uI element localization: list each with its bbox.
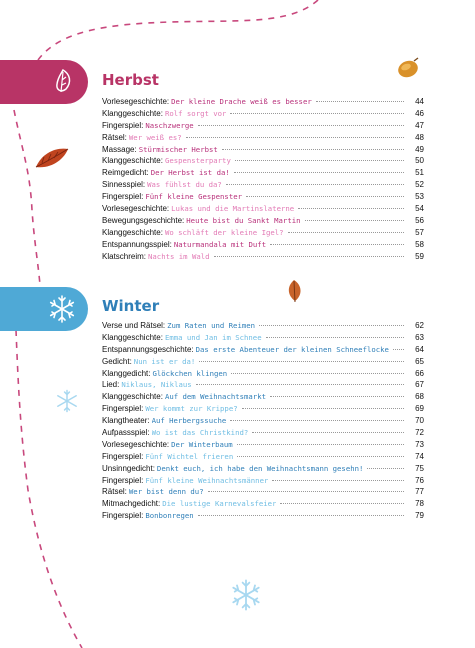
toc-entry (102, 486, 424, 498)
large-snowflake-icon (228, 577, 264, 613)
toc-dot-leader (214, 255, 404, 257)
toc-dot-leader (226, 183, 404, 185)
toc-entry-category: Massage: (102, 144, 137, 154)
toc-entry-title: Rolf sorgt vor (164, 108, 227, 118)
toc-entry-category: Lied: (102, 380, 120, 390)
toc-entry (102, 179, 424, 191)
toc-entry-page: 64 (415, 344, 424, 354)
toc-entry (102, 475, 424, 487)
toc-dot-leader (222, 148, 404, 150)
toc-entry-title: Wo ist das Christkind? (151, 428, 249, 438)
toc-entry-title: Auf dem Weihnachtsmarkt (164, 392, 266, 402)
toc-entry (102, 498, 424, 510)
leaf-icon (48, 66, 78, 96)
toc-entry-page: 68 (415, 392, 424, 402)
toc-entry-title: Nun ist er da! (133, 356, 196, 366)
toc-entry-page: 67 (415, 380, 424, 390)
toc-entry-page: 73 (415, 439, 424, 449)
toc-entry (102, 403, 424, 415)
toc-dot-leader (237, 455, 404, 457)
toc-entry-title: Gespensterparty (164, 156, 231, 166)
toc-entry-page: 52 (415, 180, 424, 190)
toc-entry (102, 510, 424, 522)
toc-entry-title: Auf Herbergssuche (151, 416, 227, 426)
toc-entry-title: Naturmandala mit Duft (173, 239, 267, 249)
toc-entry (102, 239, 424, 251)
toc-entry-category: Gedicht: (102, 356, 132, 366)
toc-entry-category: Klanggeschichte: (102, 392, 163, 402)
toc-entry-title: Niklaus, Niklaus (121, 380, 192, 390)
toc-entry-page: 78 (415, 499, 424, 509)
toc-entry (102, 439, 424, 451)
toc-entry (102, 215, 424, 227)
toc-entry (102, 368, 424, 380)
toc-entry (102, 427, 424, 439)
toc-entry-category: Rätsel: (102, 132, 127, 142)
toc-entry-page: 75 (415, 463, 424, 473)
toc-entry (102, 167, 424, 179)
small-snowflake-icon (54, 388, 80, 414)
toc-dot-leader (316, 100, 404, 102)
toc-entry-page: 77 (415, 487, 424, 497)
toc-entry (102, 120, 424, 132)
toc-entry-category: Fingerspiel: (102, 192, 144, 202)
toc-entry-category: Reimgedicht: (102, 168, 149, 178)
toc-entry-category: Mitmachgedicht: (102, 499, 161, 509)
brown-leaf-icon (283, 278, 305, 304)
toc-entry-title: Emma und Jan im Schnee (164, 332, 262, 342)
herbst-tab (0, 60, 88, 104)
toc-entry-title: Das erste Abenteuer der kleinen Schneeflocke (195, 344, 389, 354)
toc-entry (102, 108, 424, 120)
red-leaf-icon (32, 143, 72, 173)
toc-entry-title: Fünf Wichtel frieren (145, 451, 234, 461)
toc-entry-category: Aufpassspiel: (102, 428, 150, 438)
toc-dot-leader (230, 112, 404, 114)
toc-entry-category: Fingerspiel: (102, 451, 144, 461)
toc-dot-leader (208, 490, 404, 492)
toc-entry-title: Heute bist du Sankt Martin (186, 215, 301, 225)
toc-list-winter (102, 320, 424, 522)
toc-dot-leader (237, 443, 404, 445)
acorn-leaf-icon (396, 57, 420, 79)
toc-dot-leader (199, 360, 404, 362)
toc-dot-leader (393, 348, 404, 350)
toc-entry-category: Fingerspiel: (102, 475, 144, 485)
toc-entry-title: Der kleine Drache weiß es besser (171, 97, 312, 106)
toc-dot-leader (288, 231, 404, 233)
toc-entry-page: 57 (415, 227, 424, 237)
toc-entry-page: 56 (415, 215, 424, 225)
toc-entry-category: Rätsel: (102, 487, 127, 497)
toc-entry-page: 54 (415, 204, 424, 214)
toc-entry (102, 155, 424, 167)
snowflake-icon (46, 293, 78, 325)
toc-dot-leader (196, 383, 404, 385)
toc-entry-page: 66 (415, 368, 424, 378)
toc-entry-category: Vorlesegeschichte: (102, 204, 170, 214)
toc-entry (102, 379, 424, 391)
toc-entry-category: Fingerspiel: (102, 511, 144, 521)
toc-entry-category: Sinnesspiel: (102, 180, 146, 190)
toc-dot-leader (259, 324, 404, 326)
toc-dot-leader (270, 243, 404, 245)
toc-entry-page: 59 (415, 251, 424, 261)
toc-entry-title: Naschzwerge (145, 120, 194, 130)
toc-dot-leader (305, 219, 404, 221)
toc-dot-leader (266, 336, 404, 338)
toc-dot-leader (242, 407, 404, 409)
toc-entry (102, 144, 424, 156)
toc-entry (102, 356, 424, 368)
toc-entry-title: Was fühlst du da? (147, 180, 222, 190)
toc-entry (102, 132, 424, 144)
toc-dot-leader (186, 136, 404, 138)
toc-entry-title: Zum Raten und Reimen (167, 321, 256, 330)
toc-entry-page: 62 (415, 321, 424, 330)
toc-entry (102, 227, 424, 239)
toc-entry-page: 49 (415, 144, 424, 154)
toc-dot-leader (198, 514, 404, 516)
toc-entry-title: Stürmischer Herbst (138, 144, 218, 154)
toc-entry-category: Klangtheater: (102, 416, 150, 426)
toc-entry-page: 46 (415, 108, 424, 118)
toc-entry (102, 320, 424, 332)
toc-entry-category: Klanggeschichte: (102, 332, 163, 342)
toc-entry-category: Verse und Rätsel: (102, 321, 166, 330)
toc-entry-title: Fünf kleine Gespenster (145, 192, 243, 202)
toc-entry-page: 65 (415, 356, 424, 366)
toc-entry-page: 53 (415, 192, 424, 202)
toc-entry (102, 391, 424, 403)
toc-entry-page: 48 (415, 132, 424, 142)
toc-entry-page: 76 (415, 475, 424, 485)
toc-entry-page: 51 (415, 168, 424, 178)
toc-entry-category: Entspannungsgeschichte: (102, 344, 194, 354)
toc-dot-leader (198, 124, 404, 126)
toc-entry-page: 79 (415, 511, 424, 521)
toc-entry (102, 451, 424, 463)
section-title-herbst: Herbst (102, 71, 159, 89)
toc-entry (102, 96, 424, 108)
toc-dot-leader (270, 395, 404, 397)
toc-entry-title: Wer bist denn du? (128, 487, 204, 497)
toc-dot-leader (230, 419, 404, 421)
toc-dot-leader (298, 207, 404, 209)
toc-entry-page: 70 (415, 416, 424, 426)
toc-entry-category: Vorlesegeschichte: (102, 97, 170, 106)
toc-entry-page: 63 (415, 332, 424, 342)
toc-entry-category: Entspannungsspiel: (102, 239, 172, 249)
toc-list-herbst (102, 96, 424, 262)
toc-dot-leader (280, 502, 404, 504)
winter-tab (0, 287, 88, 331)
toc-entry-category: Fingerspiel: (102, 404, 144, 414)
toc-entry (102, 415, 424, 427)
toc-entry (102, 344, 424, 356)
toc-entry-title: Fünf kleine Weihnachtsmänner (145, 475, 269, 485)
toc-entry-title: Wo schläft der kleine Igel? (164, 227, 284, 237)
toc-entry-category: Klatschreim: (102, 251, 147, 261)
toc-dot-leader (272, 479, 404, 481)
toc-entry-category: Klanggeschichte: (102, 156, 163, 166)
toc-dot-leader (246, 195, 404, 197)
toc-entry-title: Glöckchen klingen (152, 368, 228, 378)
toc-entry-title: Lukas und die Martinslaterne (171, 204, 295, 214)
toc-dot-leader (252, 431, 404, 433)
toc-dot-leader (367, 467, 404, 469)
toc-entry-category: Bewegungsgeschichte: (102, 215, 185, 225)
toc-entry-page: 58 (415, 239, 424, 249)
toc-entry-page: 47 (415, 120, 424, 130)
toc-entry-title: Der Winterbaum (171, 439, 233, 449)
toc-entry-category: Klanggeschichte: (102, 108, 163, 118)
toc-entry-title: Nachts im Wald (148, 251, 210, 261)
toc-entry-category: Unsinngedicht: (102, 463, 155, 473)
toc-dot-leader (231, 372, 404, 374)
toc-entry (102, 203, 424, 215)
toc-dot-leader (235, 159, 404, 161)
toc-entry (102, 251, 424, 263)
toc-entry-category: Klanggeschichte: (102, 227, 163, 237)
toc-dot-leader (234, 171, 404, 173)
toc-entry-title: Wer weiß es? (128, 132, 182, 142)
toc-entry-category: Klanggedicht: (102, 368, 151, 378)
toc-entry-title: Die lustige Karnevalsfeier (162, 499, 277, 509)
toc-entry (102, 463, 424, 475)
toc-entry (102, 332, 424, 344)
section-title-winter: Winter (102, 297, 160, 315)
toc-entry-page: 50 (415, 156, 424, 166)
toc-entry-page: 44 (415, 97, 424, 106)
toc-entry (102, 191, 424, 203)
toc-entry-title: Denkt euch, ich habe den Weihnachtsmann gesehn! (156, 463, 364, 473)
toc-entry-page: 69 (415, 404, 424, 414)
toc-entry-title: Wer kommt zur Krippe? (145, 404, 238, 414)
toc-entry-page: 74 (415, 451, 424, 461)
toc-entry-category: Fingerspiel: (102, 120, 144, 130)
toc-entry-title: Bonbonregen (145, 511, 194, 521)
toc-entry-category: Vorlesegeschichte: (102, 439, 170, 449)
toc-entry-page: 72 (415, 428, 424, 438)
toc-entry-title: Der Herbst ist da! (150, 168, 230, 178)
